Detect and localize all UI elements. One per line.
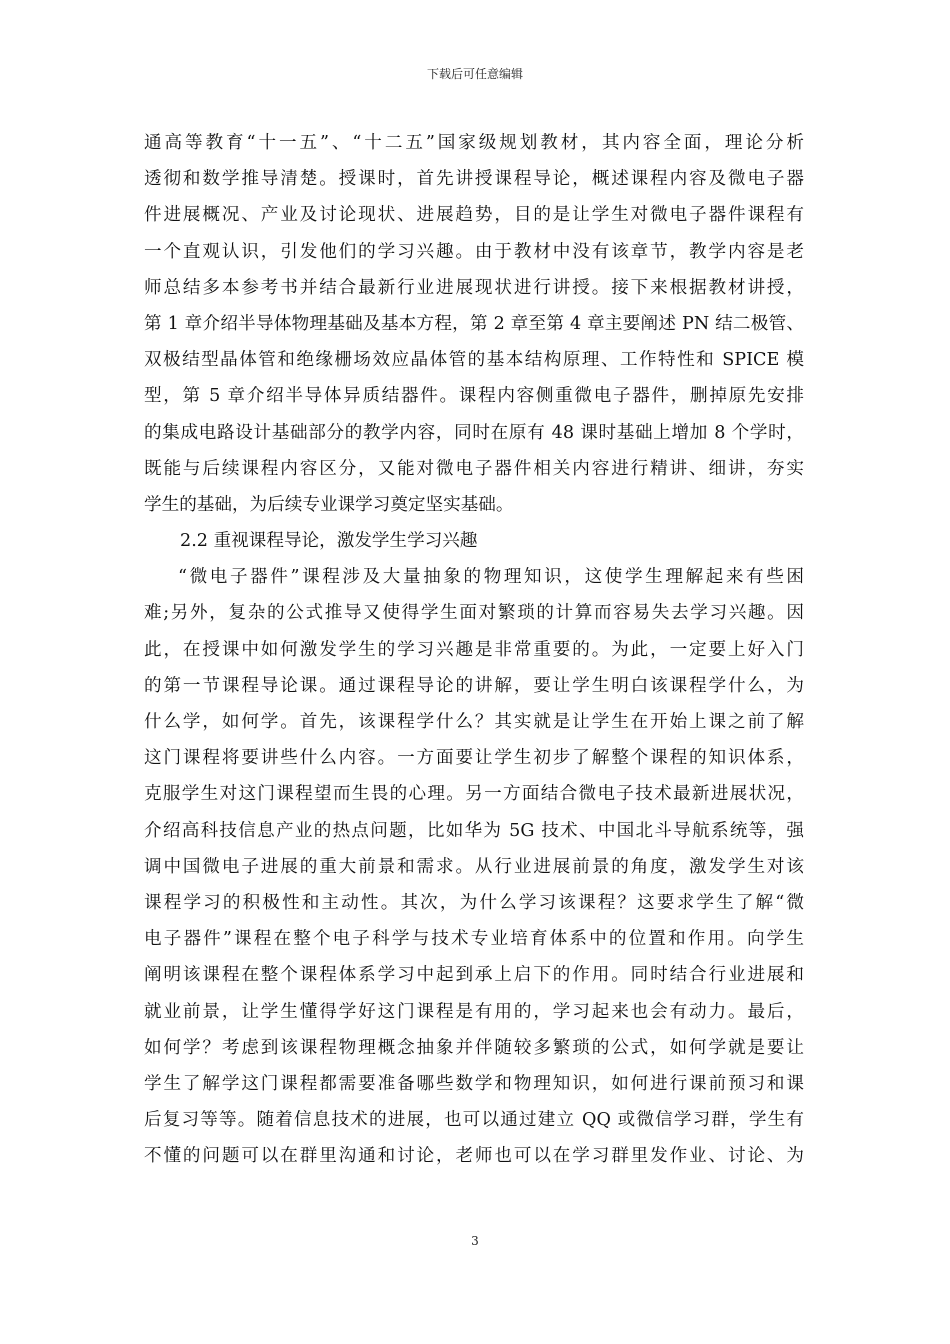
text-line: “微电子器件”课程涉及大量抽象的物理知识，这使学生理解起来有些困	[178, 567, 804, 588]
text-line: 这门课程将要讲些什么内容。一方面要让学生初步了解整个课程的知识体系，	[144, 748, 804, 769]
text-line: 透彻和数学推导清楚。授课时，首先讲授课程导论，概述课程内容及微电子器	[144, 169, 804, 190]
text-line: 就业前景，让学生懂得学好这门课程是有用的，学习起来也会有动力。最后，	[144, 1001, 804, 1022]
text-line: 电子器件”课程在整个电子科学与技术专业培育体系中的位置和作用。向学生	[144, 929, 804, 950]
page-number: 3	[471, 1234, 479, 1248]
body-text	[144, 125, 804, 1174]
text-line: 第 1 章介绍半导体物理基础及基本方程，第 2 章至第 4 章主要阐述 PN 结二极管、	[144, 313, 804, 334]
text-line: 双极结型晶体管和绝缘栅场效应晶体管的基本结构原理、工作特性和 SPICE 模	[144, 350, 804, 371]
text-line: 克服学生对这门课程望而生畏的心理。另一方面结合微电子技术最新进展状况，	[144, 784, 804, 805]
text-line: 如何学？考虑到该课程物理概念抽象并伴随较多繁琐的公式，如何学就是要让	[144, 1037, 804, 1058]
text-line: 通高等教育“十一五”、“十二五”国家级规划教材，其内容全面，理论分析	[144, 133, 804, 153]
text-line: 什么学，如何学。首先，该课程学什么？其实就是让学生在开始上课之前了解	[144, 712, 804, 732]
section-heading: 2.2 重视课程导论，激发学生学习兴趣	[180, 531, 478, 552]
text-line: 难;另外，复杂的公式推导又使得学生面对繁琐的计算而容易失去学习兴趣。因	[144, 603, 804, 624]
text-line: 此，在授课中如何激发学生的学习兴趣是非常重要的。为此，一定要上好入门	[144, 639, 804, 660]
text-line: 后复习等等。随着信息技术的进展，也可以通过建立 QQ 或微信学习群，学生有	[144, 1110, 804, 1131]
text-line: 介绍高科技信息产业的热点问题，比如华为 5G 技术、中国北斗导航系统等，强	[144, 820, 804, 841]
text-line: 学生了解学这门课程都需要准备哪些数学和物理知识，如何进行课前预习和课	[144, 1073, 804, 1094]
text-line: 不懂的问题可以在群里沟通和讨论，老师也可以在学习群里发作业、讨论、为	[144, 1146, 804, 1167]
text-line: 学生的基础，为后续专业课学习奠定坚实基础。	[144, 494, 514, 515]
text-line: 课程学习的积极性和主动性。其次，为什么学习该课程？这要求学生了解“微	[144, 892, 804, 913]
text-line: 师总结多本参考书并结合最新行业进展现状进行讲授。接下来根据教材讲授，	[144, 277, 804, 298]
text-line: 的集成电路设计基础部分的教学内容，同时在原有 48 课时基础上增加 8 个学时，	[144, 422, 804, 443]
text-line: 既能与后续课程内容区分，又能对微电子器件相关内容进行精讲、细讲，夯实	[144, 458, 804, 479]
text-line: 型，第 5 章介绍半导体异质结器件。课程内容侧重微电子器件，删掉原先安排	[144, 386, 804, 407]
text-line: 的第一节课程导论课。通过课程导论的讲解，要让学生明白该课程学什么，为	[144, 675, 804, 696]
text-line: 件进展概况、产业及讨论现状、进展趋势，目的是让学生对微电子器件课程有	[144, 205, 804, 226]
text-line: 阐明该课程在整个课程体系学习中起到承上启下的作用。同时结合行业进展和	[144, 965, 804, 986]
text-line: 一个直观认识，引发他们的学习兴趣。由于教材中没有该章节，教学内容是老	[144, 241, 804, 262]
text-line: 调中国微电子进展的重大前景和需求。从行业进展前景的角度，激发学生对该	[144, 856, 804, 877]
page-header: 下载后可任意编辑	[426, 67, 523, 81]
